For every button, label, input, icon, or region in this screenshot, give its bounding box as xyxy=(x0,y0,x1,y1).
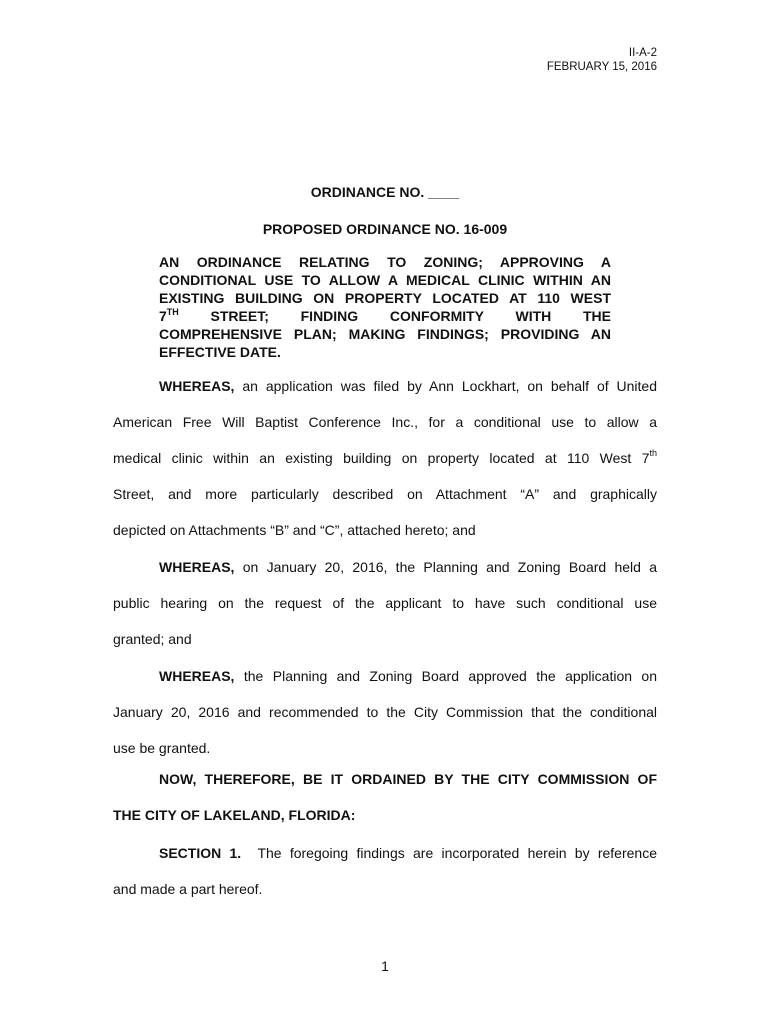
title-line: EFFECTIVE DATE. xyxy=(159,344,281,360)
paragraph-line xyxy=(113,761,657,797)
title-line xyxy=(159,307,611,325)
whereas-lead: WHEREAS, xyxy=(159,559,235,575)
paragraph-text: an application was filed by Ann Lockhart, on behalf of United xyxy=(242,378,658,394)
title-line: EXISTING BUILDING ON PROPERTY LOCATED AT 110 WEST xyxy=(159,290,611,306)
paragraph-line: depicted on Attachments “B” and “C”, attached hereto; and xyxy=(113,522,476,538)
paragraph-text: medical clinic within an existing building on property located at 110 West 7 xyxy=(113,450,650,466)
title-street-number: 7 xyxy=(159,308,167,324)
title-line: COMPREHENSIVE PLAN; MAKING FINDINGS; PROVIDING AN xyxy=(159,326,611,342)
title-ordinal-suffix: TH xyxy=(166,307,179,317)
paragraph-line: American Free Will Baptist Conference Inc., for a conditional use to allow a xyxy=(113,414,657,430)
section-lead: SECTION 1. xyxy=(159,845,242,861)
paragraph-text: on January 20, 2016, the Planning and Zoning Board held a xyxy=(242,559,657,575)
paragraph-line xyxy=(113,368,657,404)
page-header xyxy=(547,46,657,74)
ordinance-title xyxy=(159,253,611,361)
paragraph-line xyxy=(113,549,657,585)
whereas-clause-2 xyxy=(113,549,657,657)
paragraph-line xyxy=(113,797,657,833)
enacting-text: NOW, THEREFORE, BE IT ORDAINED BY THE CITY COMMISSION OF xyxy=(159,771,657,787)
paragraph-text: the Planning and Zoning Board approved the application on xyxy=(243,668,657,684)
paragraph-line: and made a part hereof. xyxy=(113,881,263,897)
title-line: AN ORDINANCE RELATING TO ZONING; APPROVING A xyxy=(159,254,611,270)
whereas-lead: WHEREAS, xyxy=(159,668,235,684)
paragraph-line: use be granted. xyxy=(113,740,211,756)
proposed-ordinance-number: PROPOSED ORDINANCE NO. 16-009 xyxy=(262,221,508,237)
whereas-lead: WHEREAS, xyxy=(159,378,235,394)
whereas-clause-1 xyxy=(113,368,657,548)
paragraph-line xyxy=(113,658,657,694)
enacting-text: THE CITY OF LAKELAND, FLORIDA: xyxy=(113,807,356,823)
paragraph-line: granted; and xyxy=(113,631,192,647)
page-number: 1 xyxy=(381,958,389,974)
agenda-code: II-A-2 xyxy=(628,47,657,59)
ordinance-number: ORDINANCE NO. ____ xyxy=(310,184,460,200)
enacting-clause xyxy=(113,761,657,833)
header-date: FEBRUARY 15, 2016 xyxy=(546,61,657,73)
paragraph-text: The foregoing findings are incorporated herein by reference xyxy=(257,845,657,861)
section-1 xyxy=(113,835,657,907)
paragraph-line: Street, and more particularly described on Attachment “A” and graphically xyxy=(113,486,657,502)
paragraph-line xyxy=(113,440,657,476)
paragraph-line xyxy=(113,835,657,871)
paragraph-line: January 20, 2016 and recommended to the City Commission that the conditional xyxy=(113,704,657,720)
ordinal-suffix: th xyxy=(649,448,657,458)
title-line-text: STREET; FINDING CONFORMITY WITH THE xyxy=(210,308,611,324)
title-line: CONDITIONAL USE TO ALLOW A MEDICAL CLINIC WITHIN AN xyxy=(159,272,611,288)
paragraph-line: public hearing on the request of the applicant to have such conditional use xyxy=(113,595,657,611)
whereas-clause-3 xyxy=(113,658,657,766)
